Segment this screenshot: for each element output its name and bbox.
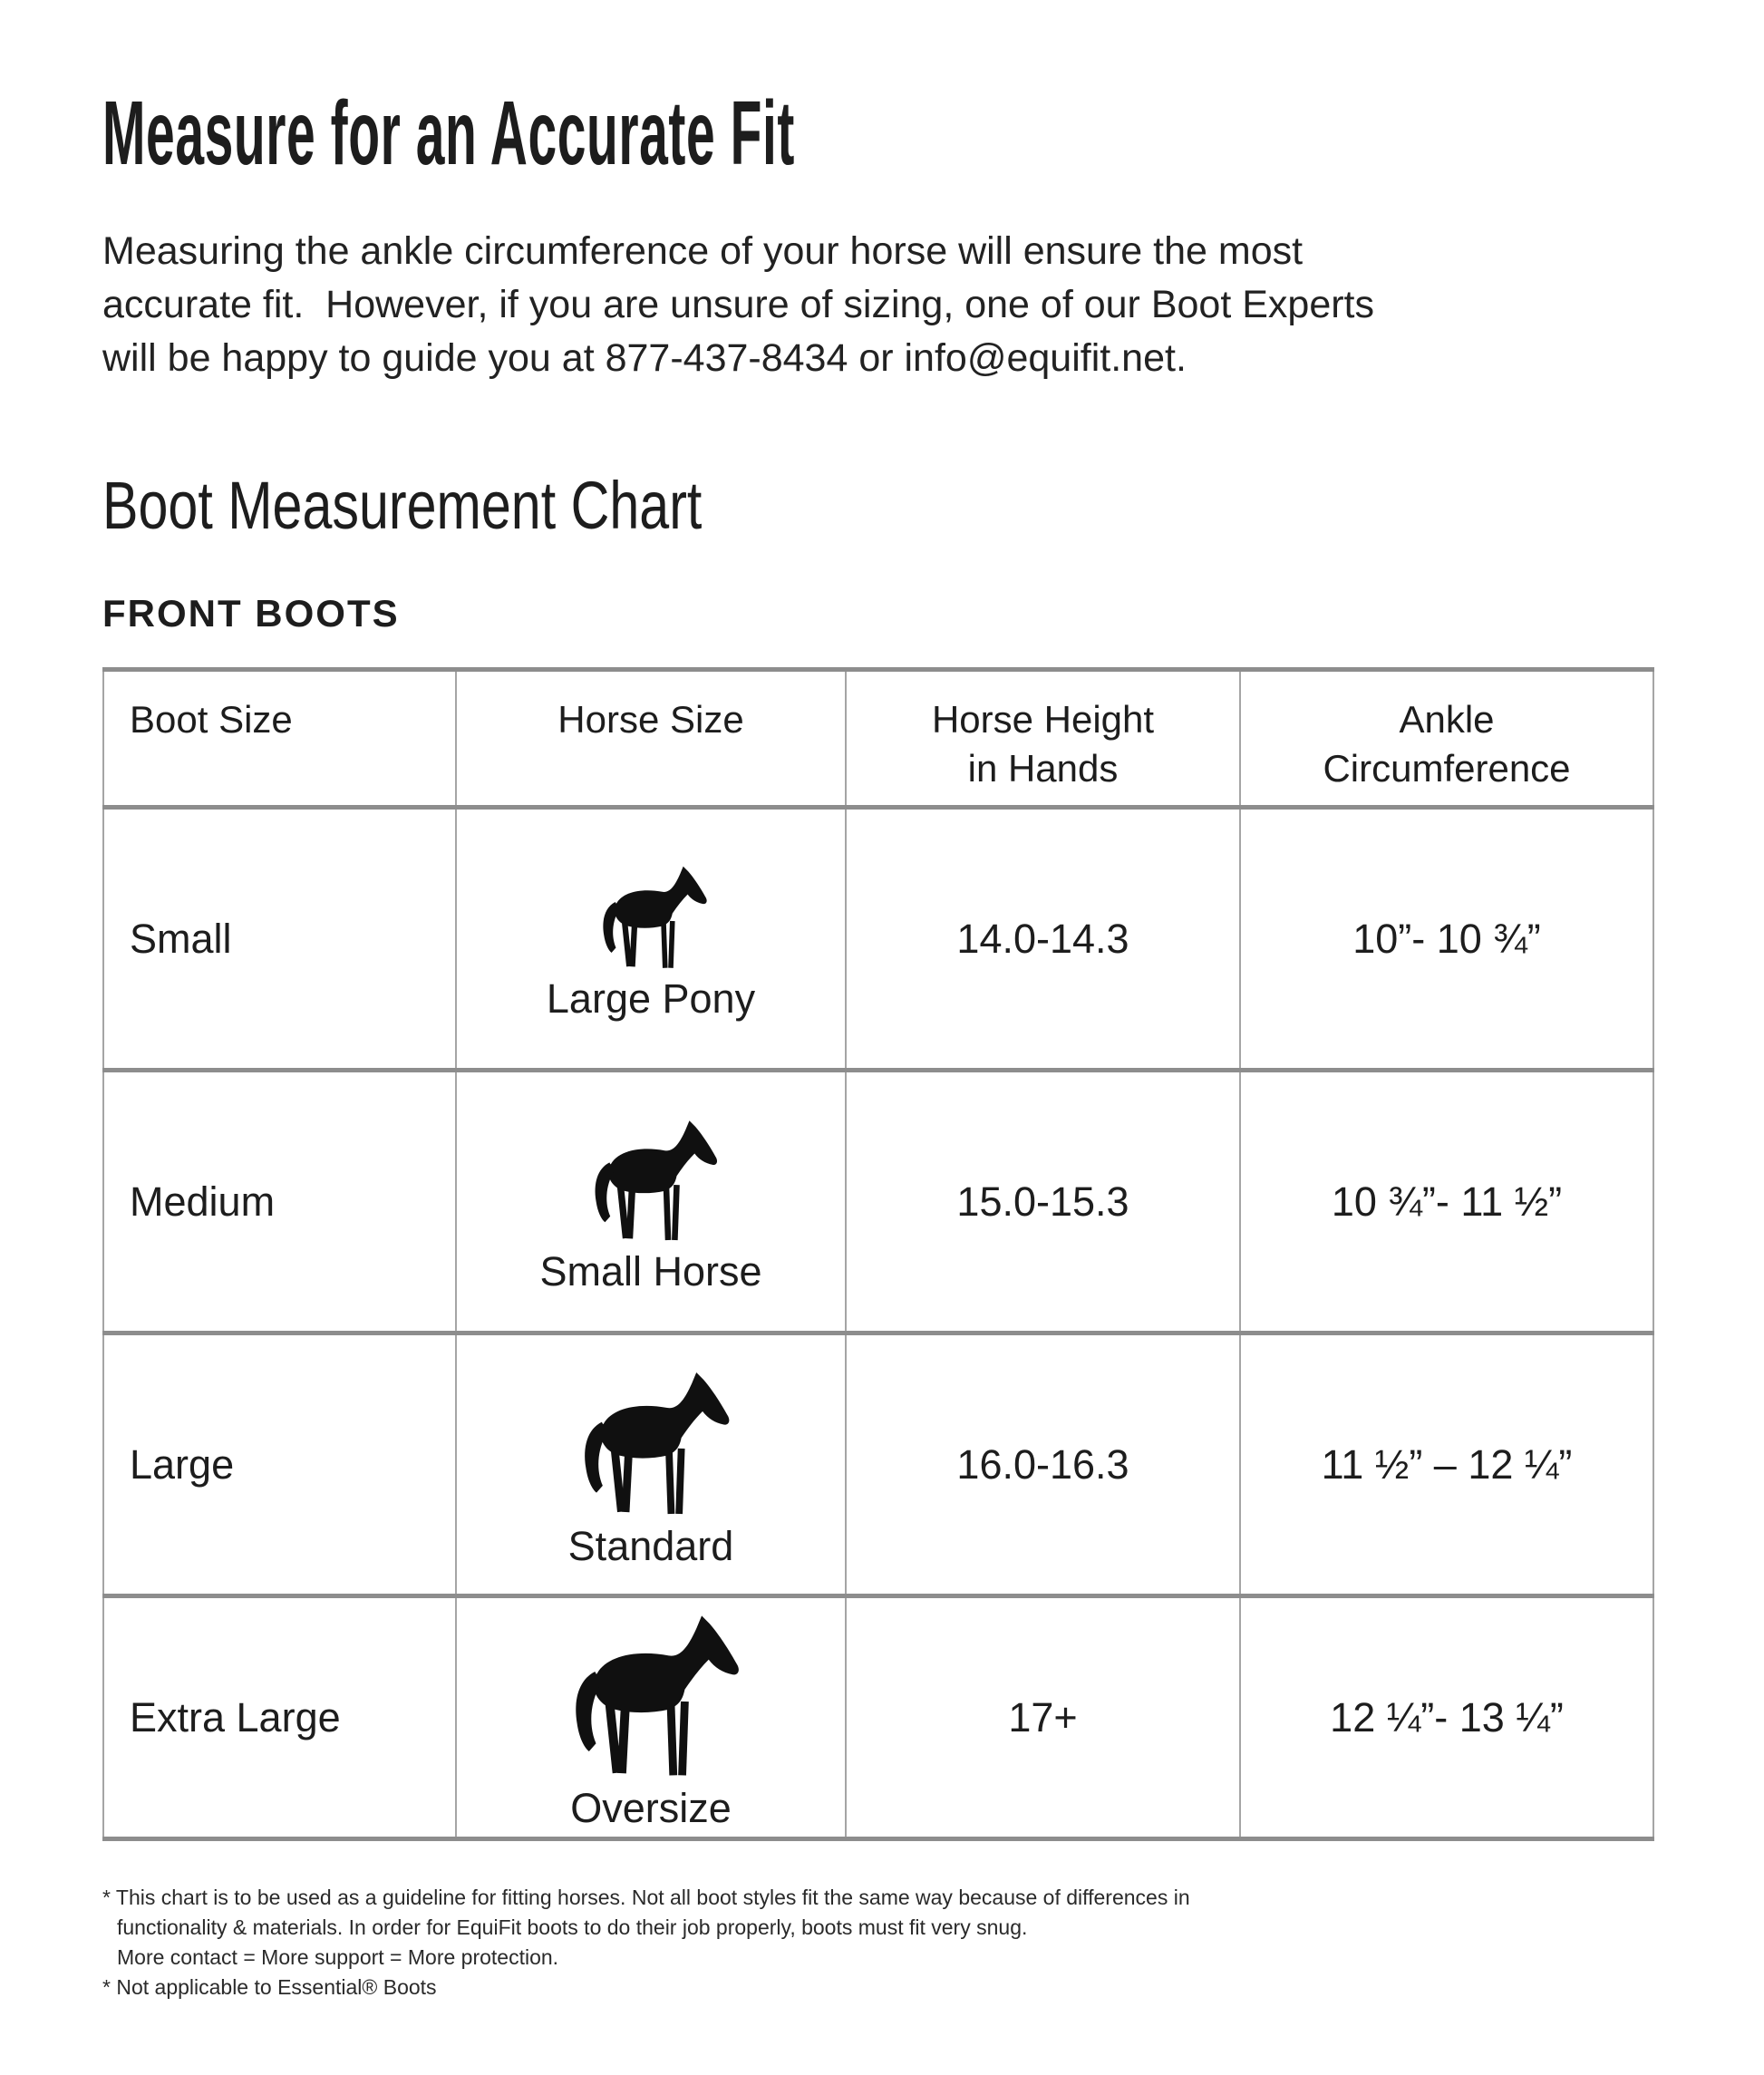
page-title (102, 82, 1764, 184)
front-boots-heading: FRONT BOOTS (102, 592, 400, 635)
column-header-horse-height (846, 670, 1240, 808)
footnote-line: functionality & materials. In order for EquiFit boots to do their job properly, boots must fit very snug. (117, 1915, 1028, 1940)
horse-size-label: Large Pony (546, 975, 756, 1023)
table-row (103, 1071, 1653, 1333)
section-title (102, 469, 1764, 542)
footnote-line: * This chart is to be used as a guideline for fitting horses. Not all boot styles fit the same way because of differences in (102, 1886, 1190, 1910)
boot-size-cell: Medium (103, 1071, 456, 1333)
horse-height-cell: 15.0-15.3 (846, 1071, 1240, 1333)
table-header-row (103, 670, 1653, 808)
section-title-text: Boot Measurement Chart (102, 468, 703, 543)
ankle-circumference-cell: 12 ¼”- 13 ¼” (1240, 1596, 1653, 1839)
ankle-circumference-cell: 10”- 10 ¾” (1240, 808, 1653, 1071)
intro-line: accurate fit. However, if you are unsure of sizing, one of our Boot Experts (102, 283, 1375, 326)
footnote-line: * Not applicable to Essential® Boots (102, 1975, 437, 2000)
intro-line: Measuring the ankle circumference of your horse will ensure the most (102, 229, 1304, 273)
horse-size-cell (456, 1596, 846, 1839)
footnote-line: More contact = More support = More protection. (117, 1945, 559, 1970)
column-header-horse-size (456, 670, 846, 808)
table-row (103, 1333, 1653, 1596)
boot-size-cell: Large (103, 1333, 456, 1596)
horse-size-figure (457, 1109, 845, 1295)
ankle-circumference-cell: 10 ¾”- 11 ½” (1240, 1071, 1653, 1333)
horse-size-label: Small Horse (539, 1247, 762, 1294)
table-row (103, 808, 1653, 1071)
horse-silhouette-icon (563, 1369, 740, 1519)
column-header-label: Horse Size (557, 698, 744, 742)
boot-size-cell: Extra Large (103, 1596, 456, 1839)
column-header-label: Boot Size (130, 698, 293, 742)
boot-size-cell: Small (103, 808, 456, 1071)
horse-height-cell: 16.0-16.3 (846, 1333, 1240, 1596)
horse-size-figure (457, 1360, 845, 1570)
column-header-ankle-circumference (1240, 670, 1653, 808)
footnotes (102, 1883, 1764, 2002)
intro-line: will be happy to guide you at 877-437-8434 or info@equifit.net. (102, 336, 1187, 380)
horse-height-cell: 17+ (846, 1596, 1240, 1839)
horse-silhouette-icon (577, 1118, 726, 1245)
column-header-label: Circumference (1323, 747, 1571, 790)
horse-silhouette-icon (587, 864, 714, 972)
horse-size-cell (456, 1333, 846, 1596)
column-header-label: in Hands (967, 747, 1119, 790)
horse-size-cell (456, 808, 846, 1071)
horse-size-cell (456, 1071, 846, 1333)
table-row (103, 1596, 1653, 1839)
horse-size-label: Standard (567, 1522, 734, 1569)
horse-size-figure (457, 1603, 845, 1832)
ankle-circumference-cell: 11 ½” – 12 ¼” (1240, 1333, 1653, 1596)
column-header-label: Ankle (1399, 698, 1495, 742)
horse-size-label: Oversize (570, 1785, 732, 1832)
boot-measurement-table (102, 667, 1654, 1841)
column-header-label: Horse Height (931, 698, 1155, 742)
horse-silhouette-icon (551, 1612, 751, 1781)
horse-height-cell: 14.0-14.3 (846, 808, 1240, 1071)
column-header-boot-size (103, 670, 456, 808)
intro-paragraph (102, 225, 1764, 385)
page-title-text: Measure for an Accurate Fit (102, 82, 795, 184)
horse-size-figure (457, 855, 845, 1023)
